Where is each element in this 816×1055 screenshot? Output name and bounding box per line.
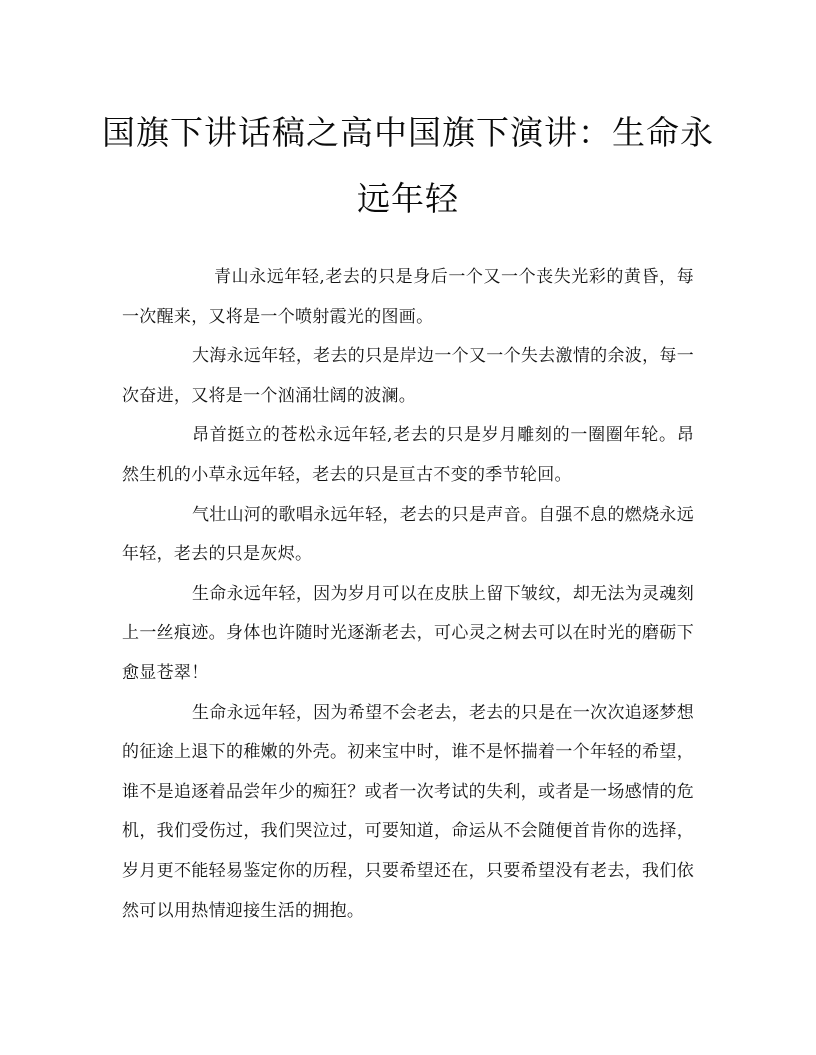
- paragraph-6: 生命永远年轻，因为希望不会老去，老去的只是在一次次追逐梦想的征途上退下的稚嫩的外壳。初来宝中时，谁不是怀揣着一个年轻的希望，谁不是追逐着品尝年少的痴狂？或者一次考试的失利，或者是一场感情的危机，我们受伤过，我们哭泣过，可要知道，命运从不会随便首肯你的选择，岁月更不能轻易鉴定你的历程，只要希望还在，只要希望没有老去，我们依然可以用热情迎接生活的拥抱。: [122, 702, 694, 921]
- paragraph-5: 生命永远年轻，因为岁月可以在皮肤上留下皱纹，却无法为灵魂刻上一丝痕迹。身体也许随时光逐渐老去，可心灵之树去可以在时光的磨砺下愈显苍翠！: [122, 583, 694, 683]
- paragraph-3: 昂首挺立的苍松永远年轻,老去的只是岁月雕刻的一圈圈年轮。昂然生机的小草永远年轻，老去的只是亘古不变的季节轮回。: [122, 425, 694, 485]
- paragraph-2: 大海永远年轻，老去的只是岸边一个又一个失去激情的余波，每一次奋进，又将是一个汹涌壮阔的波澜。: [122, 346, 694, 406]
- paragraph-1: 青山永远年轻,老去的只是身后一个又一个丧失光彩的黄昏，每一次醒来，又将是一个喷射霞光的图画。: [122, 267, 694, 327]
- document-body: [122, 258, 694, 931]
- document-title: 国旗下讲话稿之高中国旗下演讲：生命永远年轻: [102, 113, 714, 218]
- paragraph-4: 气壮山河的歌唱永远年轻，老去的只是声音。自强不息的燃烧永远年轻，老去的只是灰烬。: [122, 504, 694, 565]
